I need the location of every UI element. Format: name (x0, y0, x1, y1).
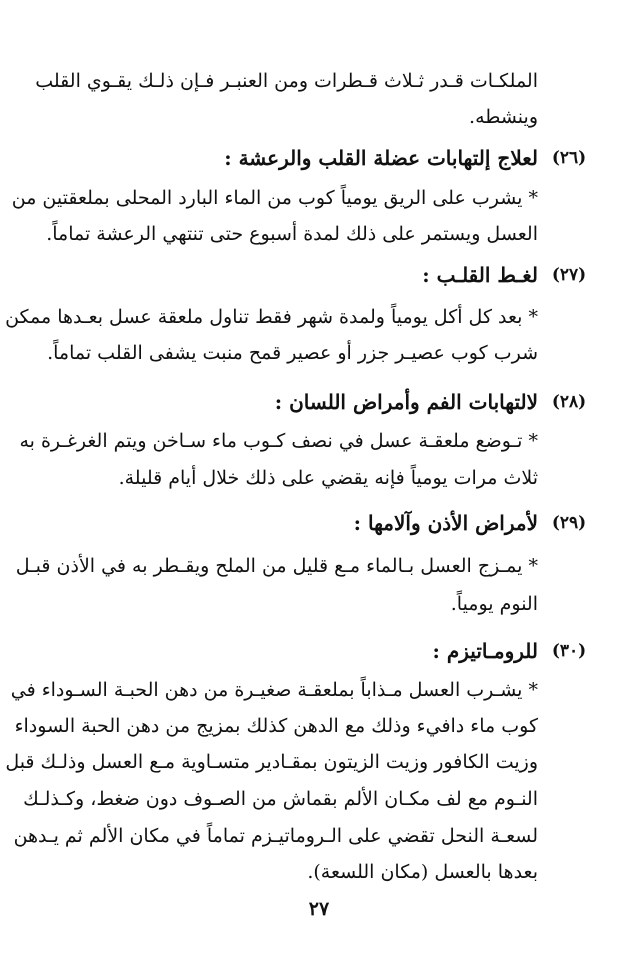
section-number: (٢٩) (551, 513, 587, 533)
section-heading (60, 636, 600, 666)
intro-line: وينشطه. (469, 106, 538, 128)
paragraph-line: كوب ماء دافيء وذلك مع الدهن كذلك بمزيج من دهن الحبة السوداء (14, 715, 538, 737)
paragraph-line: * بعد كل أكل يومياً ولمدة شهر فقط تناول ملعقة عسل بعـدها ممكن (5, 306, 538, 328)
paragraph-line: شرب كوب عصيـر جزر أو عصير قمح منبت يشفى القلب تماماً. (47, 342, 538, 364)
paragraph-line: النـوم مع لف مكـان الألم بقماش من الصـوف دون ضغط، وكـذلـك (23, 788, 538, 810)
section-number: (٢٧) (551, 265, 587, 285)
section-number: (٣٠) (551, 641, 587, 661)
paragraph-line: لسعـة النحل تقضي على الـروماتيـزم تماماً في مكان الألم ثم يـدهن (13, 825, 538, 847)
section-heading (60, 260, 600, 290)
paragraph-line: العسل ويستمر على ذلك لمدة أسبوع حتى تنتهي الرعشة تماماً. (46, 223, 538, 245)
section-title: لعلاج إلتهابات عضلة القلب والرعشة : (224, 146, 538, 170)
section-title: للرومـاتيزم : (432, 639, 538, 663)
paragraph-line: * تـوضع ملعقـة عسل في نصف كـوب ماء سـاخن ويتم الغرغـرة به (19, 430, 538, 452)
section-heading (60, 387, 600, 417)
section-number: (٢٨) (551, 392, 587, 412)
page-number: ٢٧ (308, 898, 330, 920)
paragraph-line: بعدها بالعسل (مكان اللسعة). (307, 861, 538, 883)
paragraph-line: * يشرب على الريق يومياً كوب من الماء البارد المحلى بملعقتين من (11, 187, 538, 209)
paragraph-line: النوم يومياً. (450, 593, 538, 615)
intro-line: الملكـات قـدر ثـلاث قـطرات ومن العنبـر فـإن ذلـك يقـوي القلب (35, 70, 538, 92)
paragraph-line: ثلاث مرات يومياً فإنه يقضي على ذلك خلال أيام قليلة. (118, 467, 538, 489)
section-number: (٢٦) (551, 148, 587, 168)
paragraph-line: * يشـرب العسل مـذاباً بملعقـة صغيـرة من دهن الحبـة السـوداء في (10, 679, 538, 701)
section-heading (60, 508, 600, 538)
section-title: لالتهابات الفم وأمراض اللسان : (274, 390, 538, 414)
paragraph-line: وزيت الكافور وزيت الزيتون بمقـادير متسـاوية مـع العسل وذلـك قبل (5, 751, 538, 773)
paragraph-line: * يمـزج العسل بـالماء مـع قليل من الملح ويقـطر به في الأذن قبـل (15, 555, 538, 577)
section-title: لأمراض الأذن وآلامها : (353, 511, 538, 535)
section-heading (60, 143, 600, 173)
section-title: لغـط القلـب : (422, 263, 538, 287)
